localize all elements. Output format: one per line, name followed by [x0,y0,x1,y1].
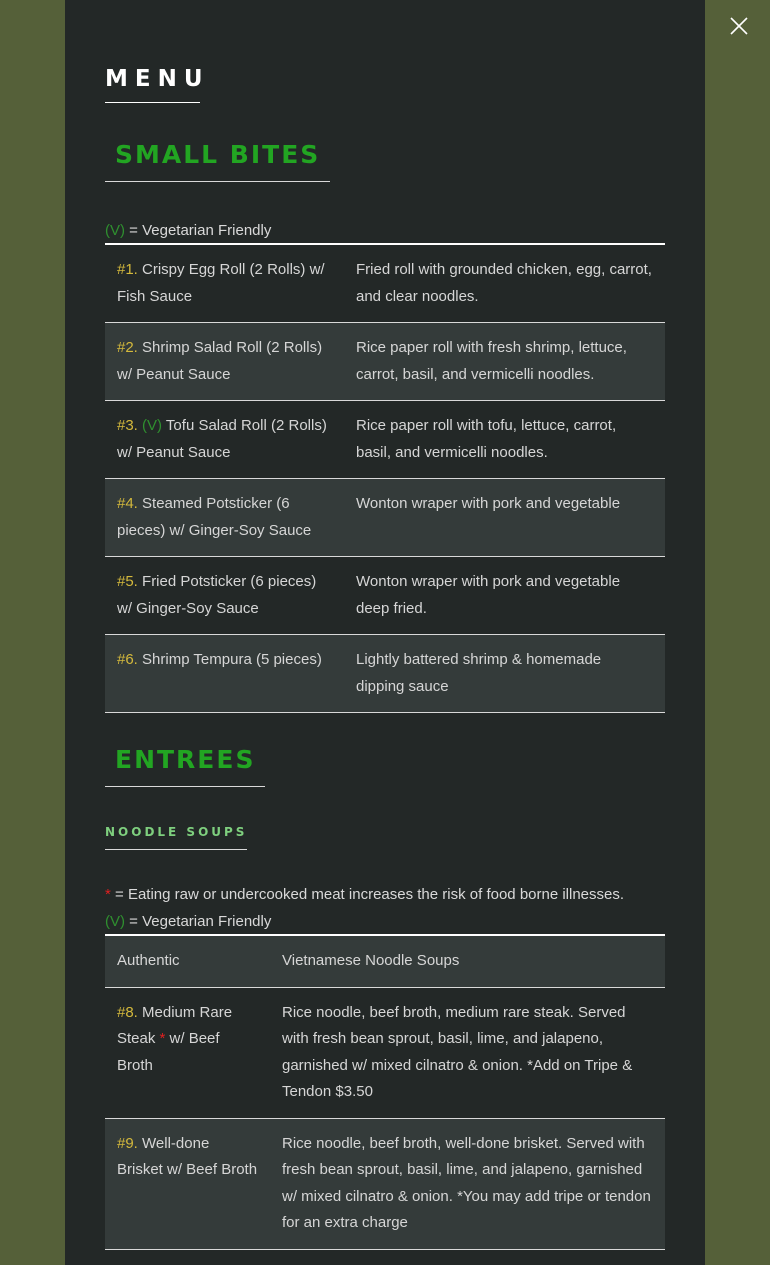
item-description: Wonton wraper with pork and vegetable deep fried. [344,557,665,635]
table-row [105,323,665,401]
table-row [105,244,665,323]
section-title-entrees: ENTREES [105,745,265,787]
item-number: #6. [117,651,138,668]
small-bites-table [105,243,665,713]
item-number: #2. [117,339,138,356]
item-number: #8. [117,1003,138,1021]
item-description: Rice paper roll with tofu, lettuce, carrot, basil, and vermicelli noodles. [344,401,665,479]
table-row [105,635,665,713]
item-number: #1. [117,261,138,278]
raw-note [105,886,624,903]
veg-note [105,222,271,239]
item-description: Rice noodle, beef broth, well-done brisket. Served with fresh bean sprout, basil, lime, and jalapeno, garnished w/ mixed cilnatro & onion. *You may add tripe or tendon for an extra charge [270,1118,665,1249]
menu-title: MENU [105,66,200,103]
item-name [105,557,344,635]
item-number: #4. [117,495,138,512]
table-row [105,479,665,557]
item-description: Fried roll with grounded chicken, egg, carrot, and clear noodles. [344,244,665,323]
item-label: Medium Rare Steak [117,1003,233,1047]
item-description: Lightly battered shrimp & homemade dipping sauce [344,635,665,713]
raw-note-text: = Eating raw or undercooked meat increases the risk of food borne illnesses. [110,886,625,903]
item-name [105,635,344,713]
item-name [105,479,344,557]
section-title-small-bites: SMALL BITES [105,140,330,182]
table-header-row [105,935,665,987]
table-row [105,987,665,1118]
veg-note-text: = Vegetarian Friendly [125,222,272,239]
item-name [105,323,344,401]
subtitle-noodle-soups: NOODLE SOUPS [105,825,247,850]
close-icon[interactable] [730,17,748,35]
item-description: Rice noodle, beef broth, medium rare steak. Served with fresh bean sprout, basil, lime, and jalapeno, garnished w/ mixed cilnatro & onion. *Add on Tripe & Tendon $3.50 [270,987,665,1118]
veg-note [105,913,271,930]
table-row [105,401,665,479]
item-label: Shrimp Salad Roll (2 Rolls) w/ Peanut Sauce [117,339,323,383]
item-name [105,401,344,479]
item-name [105,987,270,1118]
veg-note-text: = Vegetarian Friendly [125,913,272,930]
item-label: Shrimp Tempura (5 pieces) [137,651,322,668]
menu-modal [65,0,705,1265]
veg-marker: (V) [105,222,125,239]
noodle-soups-table [105,934,665,1250]
item-label: Fried Potsticker (6 pieces) w/ Ginger-Soy Sauce [117,573,317,617]
asterisk-marker: * [105,886,111,903]
item-description: Wonton wraper with pork and vegetable [344,479,665,557]
item-number: #3. [117,417,138,434]
item-label: Well-done Brisket w/ Beef Broth [117,1134,258,1178]
item-name [105,1118,270,1249]
item-label: Steamed Potsticker (6 pieces) w/ Ginger-Soy Sauce [117,495,312,539]
item-label: w/ Beef Broth [117,1030,220,1074]
asterisk-marker: * [159,1030,166,1047]
table-row [105,557,665,635]
table-row [105,1118,665,1249]
item-description: Rice paper roll with fresh shrimp, lettuce, carrot, basil, and vermicelli noodles. [344,323,665,401]
item-label: Tofu Salad Roll (2 Rolls) w/ Peanut Sauce [117,417,327,461]
item-name [105,244,344,323]
item-label: Crispy Egg Roll (2 Rolls) w/ Fish Sauce [117,261,325,305]
item-number: #9. [117,1134,138,1152]
veg-marker: (V) [137,417,163,434]
header-cell: Vietnamese Noodle Soups [270,935,665,987]
veg-marker: (V) [105,913,125,930]
header-cell: Authentic [105,935,270,987]
item-number: #5. [117,573,138,590]
